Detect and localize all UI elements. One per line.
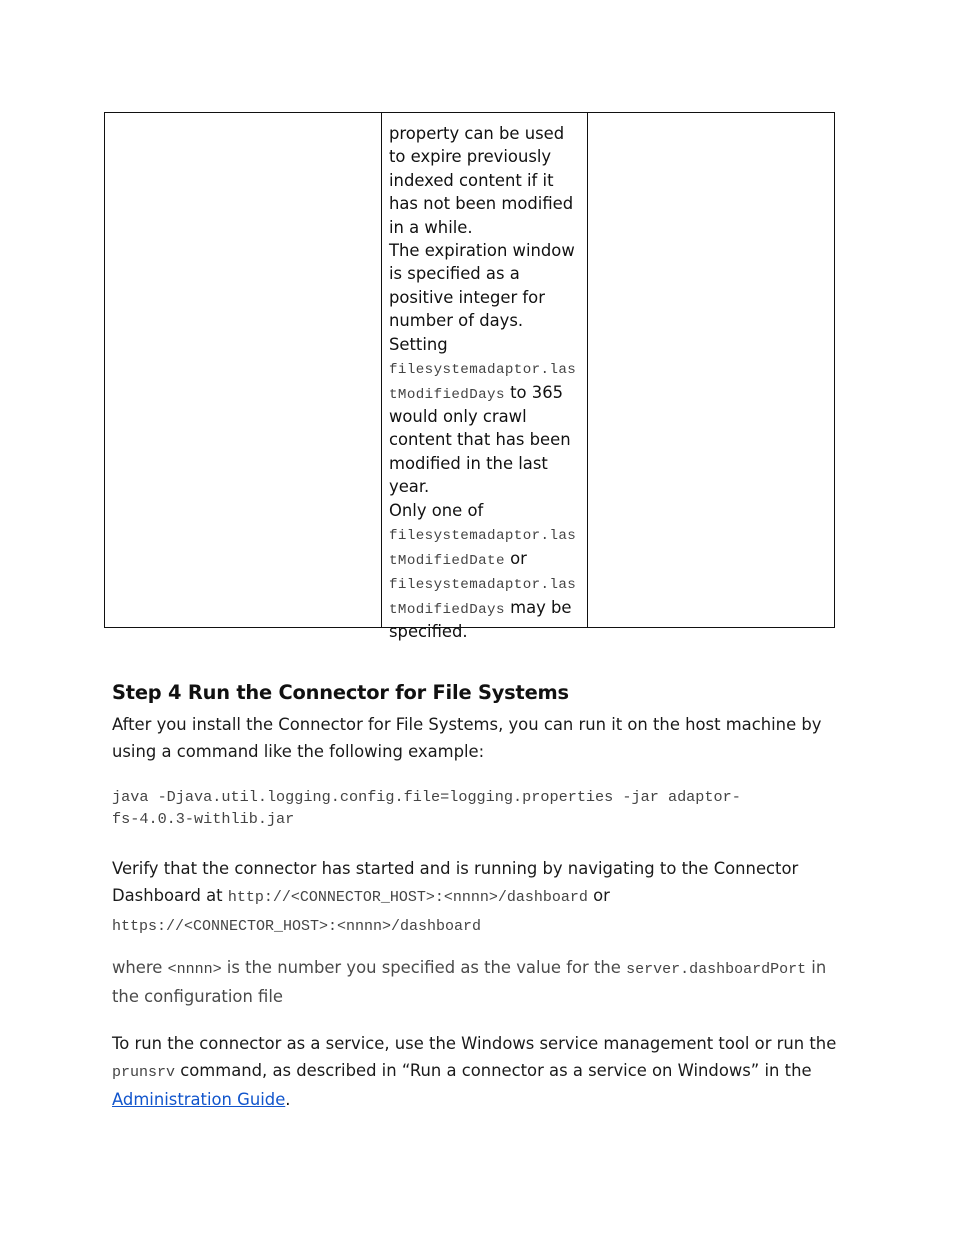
verify-text: Verify that the connector has started and is running by navigating to the Connector Dashboard at bbox=[112, 859, 799, 905]
where-mid: is the number you specified as the value for the bbox=[221, 958, 627, 977]
service-paragraph bbox=[112, 1030, 847, 1113]
intro-paragraph: After you install the Connector for File Systems, you can run it on the host machine by using a command like the following example: bbox=[112, 715, 822, 761]
properties-table bbox=[104, 112, 835, 642]
service-mid: command, as described in “Run a connector as a service on Windows” in the bbox=[175, 1061, 812, 1080]
property-description bbox=[389, 122, 583, 644]
property-description-cell bbox=[382, 113, 588, 642]
description-para-2: The expiration window is specified as a positive integer for number of days. bbox=[389, 241, 575, 331]
or-text: or bbox=[587, 886, 610, 905]
service-suffix: . bbox=[285, 1090, 291, 1109]
nnnn-code: <nnnn> bbox=[167, 961, 222, 978]
service-prefix: To run the connector as a service, use the Windows service management tool or run the bbox=[112, 1034, 837, 1053]
dashboard-https-url: https://<CONNECTOR_HOST>:<nnnn>/dashboard bbox=[112, 918, 482, 935]
setting-text: Setting bbox=[389, 334, 448, 354]
description-para-3 bbox=[389, 333, 583, 499]
where-prefix: where bbox=[112, 958, 168, 977]
property-name-cell bbox=[105, 113, 382, 627]
description-para-4 bbox=[389, 499, 583, 644]
prunsrv-code: prunsrv bbox=[112, 1064, 176, 1081]
where-suffix: in the configuration file bbox=[112, 958, 827, 1006]
command-line-1: java -Djava.util.logging.config.file=logging.properties -jar adaptor- bbox=[112, 788, 741, 806]
last-modified-days-code-2: filesystemadaptor.lastModifiedDays bbox=[389, 577, 577, 618]
last-modified-days-code: filesystemadaptor.lastModifiedDays bbox=[389, 362, 577, 403]
or-text: or bbox=[504, 548, 527, 568]
section-heading: Step 4 Run the Connector for File Systems bbox=[112, 681, 569, 704]
only-one-text: Only one of bbox=[389, 500, 484, 520]
dashboard-port-code: server.dashboardPort bbox=[626, 961, 807, 978]
may-be-specified-text: may be specified. bbox=[389, 597, 572, 642]
verify-paragraph bbox=[112, 855, 847, 938]
property-default-cell bbox=[588, 113, 834, 627]
administration-guide-link[interactable]: Administration Guide bbox=[112, 1090, 286, 1109]
run-command-code bbox=[112, 786, 852, 830]
dashboard-http-url: http://<CONNECTOR_HOST>:<nnnn>/dashboard bbox=[227, 889, 588, 906]
last-modified-date-code: filesystemadaptor.lastModifiedDate bbox=[389, 528, 577, 569]
description-para-1: property can be used to expire previously indexed content if it has not been modified in a while. bbox=[389, 124, 574, 237]
command-line-2: fs-4.0.3-withlib.jar bbox=[112, 810, 295, 828]
where-paragraph bbox=[112, 954, 847, 1010]
setting-suffix: to 365 would only crawl content that has been modified in the last year. bbox=[389, 382, 571, 497]
